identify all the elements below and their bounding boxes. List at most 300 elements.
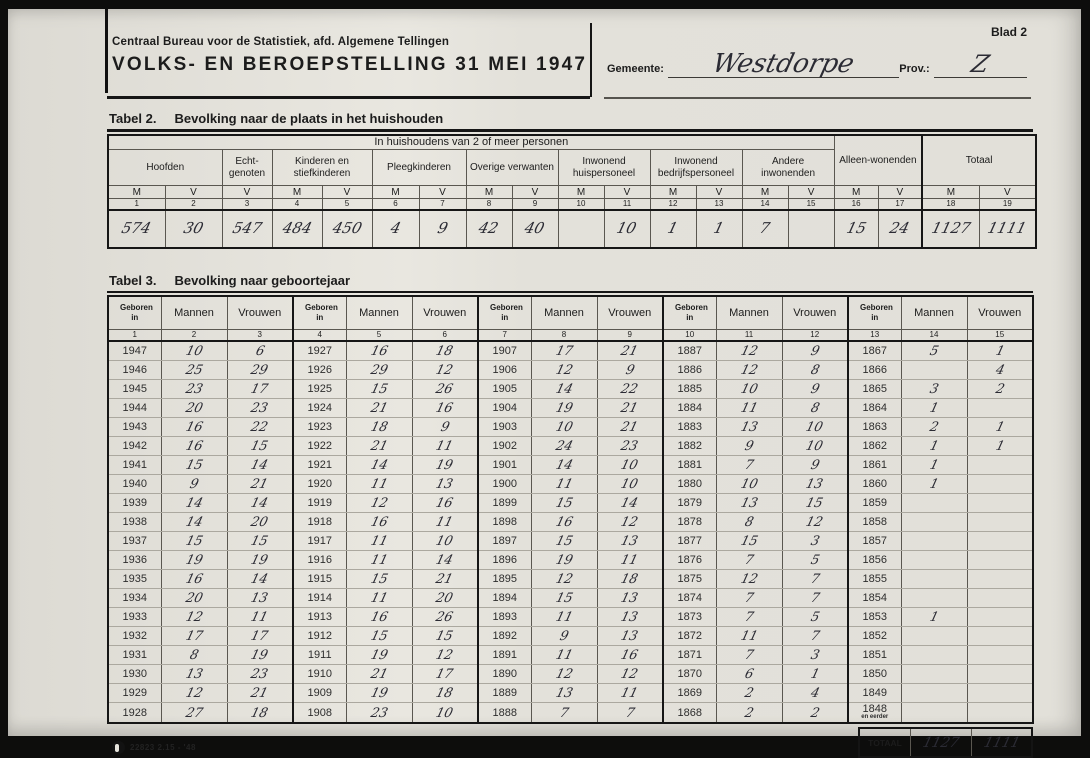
t3-women-cell: 4 — [967, 361, 1033, 380]
t3-year-cell: 1886 — [663, 361, 716, 380]
t3-men-cell: 21 — [346, 665, 412, 684]
t3-women-cell: 29 — [227, 361, 293, 380]
t3-year-cell: 1941 — [108, 456, 161, 475]
t3-women-cell: 23 — [227, 399, 293, 418]
t3-women-cell: 17 — [227, 627, 293, 646]
t3-year-cell: 1904 — [478, 399, 531, 418]
t2-sex-header: M — [558, 186, 604, 199]
t3-row — [108, 570, 1033, 589]
t3-women-cell — [967, 608, 1033, 627]
t3-women-cell: 1 — [967, 341, 1033, 361]
t3-row — [108, 627, 1033, 646]
t2-group-label: Pleegkinderen — [372, 150, 466, 186]
t3-year-cell: 1926 — [293, 361, 346, 380]
t3-women-cell — [967, 399, 1033, 418]
table3-label: Tabel 3. — [109, 272, 157, 288]
t3-men-header: Mannen — [716, 296, 782, 329]
t3-year-cell: 1913 — [293, 608, 346, 627]
t3-men-cell: 1 — [901, 456, 967, 475]
t3-women-cell: 3 — [782, 646, 848, 665]
gemeente-value: Westdorpe — [709, 49, 858, 79]
t2-group-label: Inwonend bedrijfspersoneel — [650, 150, 742, 186]
t3-men-cell — [901, 684, 967, 703]
t3-women-cell: 20 — [227, 513, 293, 532]
t3-year-cell: 1947 — [108, 341, 161, 361]
t3-women-cell: 14 — [227, 494, 293, 513]
t2-sex-header: V — [696, 186, 742, 199]
t3-women-cell: 18 — [597, 570, 663, 589]
t3-col-number: 2 — [161, 329, 227, 341]
t2-col-number: 10 — [558, 199, 604, 210]
document-page — [8, 9, 1081, 752]
t2-value-cell: 484 — [272, 210, 322, 248]
t3-year-cell: 1859 — [848, 494, 901, 513]
t3-women-cell: 10 — [597, 475, 663, 494]
t3-men-cell: 12 — [531, 361, 597, 380]
t3-year-cell: 1935 — [108, 570, 161, 589]
t2-sex-header: V — [979, 186, 1036, 199]
t3-men-cell: 19 — [531, 551, 597, 570]
t3-born-header: Geboren in — [663, 296, 716, 329]
t3-women-cell: 16 — [412, 399, 478, 418]
t3-men-cell: 25 — [161, 361, 227, 380]
t3-women-cell: 22 — [597, 380, 663, 399]
t3-men-cell: 12 — [161, 684, 227, 703]
t3-men-cell: 11 — [531, 475, 597, 494]
t2-value-cell: 15 — [834, 210, 878, 248]
t3-men-cell: 15 — [531, 494, 597, 513]
t3-men-cell: 12 — [531, 570, 597, 589]
t3-women-cell: 22 — [227, 418, 293, 437]
gemeente-field — [668, 51, 899, 78]
table3-rule — [107, 291, 1033, 294]
t2-sex-header: V — [604, 186, 650, 199]
t3-men-cell: 13 — [161, 665, 227, 684]
t3-men-cell: 11 — [346, 551, 412, 570]
t2-value-cell: 1111 — [979, 210, 1036, 248]
t2-colnum-row — [108, 199, 1036, 210]
t3-year-cell: 1920 — [293, 475, 346, 494]
t3-year-cell: 1940 — [108, 475, 161, 494]
t3-men-cell: 24 — [531, 437, 597, 456]
t3-year-cell: 1914 — [293, 589, 346, 608]
t3-year-cell: 1938 — [108, 513, 161, 532]
t3-women-cell: 23 — [597, 437, 663, 456]
t3-men-cell — [901, 551, 967, 570]
t3-year-cell: 1923 — [293, 418, 346, 437]
t3-women-cell: 9 — [782, 341, 848, 361]
t3-men-header: Mannen — [531, 296, 597, 329]
t2-group-label: Alleen-wonenden — [834, 135, 922, 186]
t2-group-label: Echt-genoten — [222, 150, 272, 186]
totaal-box — [858, 727, 1033, 758]
t3-women-cell — [967, 532, 1033, 551]
t3-men-cell: 5 — [901, 341, 967, 361]
t2-col-number: 15 — [788, 199, 834, 210]
t3-men-cell: 10 — [716, 475, 782, 494]
t3-men-cell: 18 — [346, 418, 412, 437]
t2-value-cell: 547 — [222, 210, 272, 248]
t3-men-cell — [901, 570, 967, 589]
t3-women-cell: 21 — [227, 684, 293, 703]
t3-men-cell: 17 — [161, 627, 227, 646]
t3-women-cell: 13 — [597, 608, 663, 627]
t3-year-cell: 1893 — [478, 608, 531, 627]
t3-men-cell: 16 — [161, 437, 227, 456]
t3-year-cell: 1866 — [848, 361, 901, 380]
t3-men-cell: 2 — [901, 418, 967, 437]
t3-year-cell: 1943 — [108, 418, 161, 437]
t3-men-cell — [901, 646, 967, 665]
t2-sex-header: V — [222, 186, 272, 199]
t3-year-cell: 1855 — [848, 570, 901, 589]
t3-women-cell — [967, 589, 1033, 608]
t3-year-cell: 1918 — [293, 513, 346, 532]
t3-year-cell: 1912 — [293, 627, 346, 646]
t3-women-cell: 11 — [412, 513, 478, 532]
t3-men-cell: 7 — [716, 646, 782, 665]
t3-women-cell: 7 — [782, 570, 848, 589]
t3-year-cell: 1901 — [478, 456, 531, 475]
t2-sex-header: V — [165, 186, 222, 199]
t2-group-label: Kinderen en stiefkinderen — [272, 150, 372, 186]
t3-men-cell — [901, 361, 967, 380]
t2-col-number: 13 — [696, 199, 742, 210]
t3-women-cell: 15 — [227, 437, 293, 456]
totaal-women-value: 1111 — [981, 734, 1022, 751]
t2-value-cell: 1 — [650, 210, 696, 248]
t3-year-cell: 1856 — [848, 551, 901, 570]
t3-year-cell: 1937 — [108, 532, 161, 551]
t3-women-cell: 15 — [227, 532, 293, 551]
t3-men-cell: 20 — [161, 589, 227, 608]
t3-col-number: 11 — [716, 329, 782, 341]
totaal-men-cell — [911, 729, 971, 756]
t3-row — [108, 665, 1033, 684]
t3-women-cell: 21 — [597, 418, 663, 437]
t3-year-cell: 1906 — [478, 361, 531, 380]
t3-men-cell — [901, 703, 967, 724]
t2-value-cell — [788, 210, 834, 248]
t3-men-header: Mannen — [161, 296, 227, 329]
t3-men-cell: 7 — [716, 589, 782, 608]
header-rule-right — [604, 97, 1031, 99]
t3-men-cell: 16 — [346, 341, 412, 361]
t3-women-cell: 23 — [227, 665, 293, 684]
t3-row — [108, 646, 1033, 665]
t3-men-cell: 23 — [346, 703, 412, 724]
t3-year-cell: 1887 — [663, 341, 716, 361]
t3-year-cell: 1862 — [848, 437, 901, 456]
t3-women-cell: 7 — [782, 627, 848, 646]
t3-year-cell: 1895 — [478, 570, 531, 589]
t2-col-number: 16 — [834, 199, 878, 210]
t3-year-cell: 1865 — [848, 380, 901, 399]
t3-women-cell — [967, 684, 1033, 703]
t3-men-cell: 7 — [716, 551, 782, 570]
t3-men-cell: 16 — [346, 513, 412, 532]
t3-men-cell: 8 — [161, 646, 227, 665]
t3-women-cell: 19 — [227, 646, 293, 665]
t3-year-cell: 1899 — [478, 494, 531, 513]
t3-men-cell: 3 — [901, 380, 967, 399]
t3-women-cell: 4 — [782, 684, 848, 703]
t2-group-label: Totaal — [922, 135, 1036, 186]
t2-value-cell — [558, 210, 604, 248]
t3-women-cell: 12 — [597, 665, 663, 684]
t3-men-cell — [901, 513, 967, 532]
t3-year-cell: 1936 — [108, 551, 161, 570]
t3-women-cell — [967, 494, 1033, 513]
t3-year-cell: 1857 — [848, 532, 901, 551]
t3-women-cell — [967, 627, 1033, 646]
t3-year-cell: 1871 — [663, 646, 716, 665]
t3-men-cell — [901, 627, 967, 646]
t3-women-cell: 7 — [597, 703, 663, 724]
t3-year-cell: 1896 — [478, 551, 531, 570]
t3-men-cell: 12 — [161, 608, 227, 627]
t3-men-cell: 21 — [346, 399, 412, 418]
t3-men-cell: 9 — [531, 627, 597, 646]
t3-women-cell: 10 — [597, 456, 663, 475]
t3-men-cell: 14 — [531, 456, 597, 475]
t3-women-header: Vrouwen — [967, 296, 1033, 329]
t3-men-cell: 20 — [161, 399, 227, 418]
t2-sex-header: M — [372, 186, 419, 199]
t3-men-cell: 11 — [346, 589, 412, 608]
t3-year-cell: 1876 — [663, 551, 716, 570]
bottom-row — [107, 727, 1033, 758]
t3-year-cell: 1875 — [663, 570, 716, 589]
t2-value-cell: 7 — [742, 210, 788, 248]
t3-year-cell: 1917 — [293, 532, 346, 551]
t2-sex-header: M — [272, 186, 322, 199]
t2-col-number: 4 — [272, 199, 322, 210]
t2-value-cell: 24 — [878, 210, 922, 248]
t3-year-cell: 1869 — [663, 684, 716, 703]
t3-born-header: Geboren in — [293, 296, 346, 329]
t3-women-cell: 6 — [227, 341, 293, 361]
t2-value-cell: 9 — [419, 210, 466, 248]
t2-span-row — [108, 135, 1036, 150]
t3-women-cell — [967, 570, 1033, 589]
t3-women-cell: 16 — [597, 646, 663, 665]
t3-women-cell — [967, 456, 1033, 475]
t3-men-cell: 12 — [531, 665, 597, 684]
t3-row — [108, 341, 1033, 361]
t2-sex-header: M — [742, 186, 788, 199]
t3-women-cell: 11 — [227, 608, 293, 627]
t3-women-cell: 1 — [782, 665, 848, 684]
t3-men-cell: 11 — [531, 608, 597, 627]
t3-col-number: 15 — [967, 329, 1033, 341]
t2-sex-header: M — [922, 186, 979, 199]
table2-title — [109, 111, 1033, 126]
t3-women-cell: 12 — [782, 513, 848, 532]
t2-value-cell: 40 — [512, 210, 558, 248]
t3-row — [108, 608, 1033, 627]
t3-men-cell: 2 — [716, 684, 782, 703]
t3-women-cell — [967, 551, 1033, 570]
t3-women-cell — [967, 513, 1033, 532]
t3-women-header: Vrouwen — [412, 296, 478, 329]
t3-year-cell: 1868 — [663, 703, 716, 724]
t3-women-cell: 9 — [412, 418, 478, 437]
t3-born-header: Geboren in — [478, 296, 531, 329]
t3-men-cell: 19 — [531, 399, 597, 418]
t3-row — [108, 475, 1033, 494]
t3-men-cell: 13 — [531, 684, 597, 703]
t3-year-cell: 1877 — [663, 532, 716, 551]
t3-women-cell: 12 — [412, 361, 478, 380]
t3-men-cell: 11 — [531, 646, 597, 665]
t2-col-number: 9 — [512, 199, 558, 210]
t3-men-cell: 1 — [901, 437, 967, 456]
t2-sex-header: M — [466, 186, 512, 199]
t3-women-cell: 1 — [967, 437, 1033, 456]
t3-men-cell: 15 — [716, 532, 782, 551]
gemeente-label: Gemeente: — [607, 63, 664, 75]
t3-women-cell: 19 — [412, 456, 478, 475]
t3-women-cell: 13 — [597, 532, 663, 551]
t3-women-cell: 17 — [227, 380, 293, 399]
t3-year-cell: 1870 — [663, 665, 716, 684]
t3-year-cell: 1929 — [108, 684, 161, 703]
t3-row — [108, 437, 1033, 456]
t3-year-cell: 1879 — [663, 494, 716, 513]
t3-year-cell: 1888 — [478, 703, 531, 724]
t3-men-cell: 1 — [901, 608, 967, 627]
t3-year-cell: 1946 — [108, 361, 161, 380]
t2-group-label: Inwonend huispersoneel — [558, 150, 650, 186]
t3-year-cell: 1861 — [848, 456, 901, 475]
t3-men-cell: 13 — [716, 494, 782, 513]
t3-women-cell: 10 — [412, 703, 478, 724]
t3-women-cell: 18 — [412, 684, 478, 703]
t2-group-label: Hoofden — [108, 150, 222, 186]
t3-women-cell: 14 — [227, 570, 293, 589]
t3-men-cell: 10 — [531, 418, 597, 437]
t3-men-cell: 7 — [531, 703, 597, 724]
t3-year-cell: 1909 — [293, 684, 346, 703]
t2-value-cell: 1127 — [922, 210, 979, 248]
t3-women-cell: 21 — [412, 570, 478, 589]
t3-men-header: Mannen — [346, 296, 412, 329]
t3-men-cell: 7 — [716, 456, 782, 475]
t3-men-cell: 15 — [346, 627, 412, 646]
t3-col-number: 4 — [293, 329, 346, 341]
t3-men-cell: 11 — [346, 475, 412, 494]
t3-women-cell: 2 — [967, 380, 1033, 399]
t3-men-cell — [901, 589, 967, 608]
t3-women-cell: 14 — [227, 456, 293, 475]
t3-women-cell: 13 — [782, 475, 848, 494]
t2-sex-header: V — [322, 186, 372, 199]
t3-year-cell: 1927 — [293, 341, 346, 361]
t3-women-cell: 26 — [412, 380, 478, 399]
t3-women-cell: 21 — [227, 475, 293, 494]
t3-women-cell: 9 — [782, 380, 848, 399]
t2-value-cell: 10 — [604, 210, 650, 248]
t3-women-cell: 26 — [412, 608, 478, 627]
t2-sex-header: M — [834, 186, 878, 199]
t2-values-row — [108, 210, 1036, 248]
t3-men-cell: 2 — [716, 703, 782, 724]
t3-year-cell: 1933 — [108, 608, 161, 627]
t3-women-cell: 21 — [597, 399, 663, 418]
t3-year-cell: 1883 — [663, 418, 716, 437]
t2-col-number: 2 — [165, 199, 222, 210]
t3-men-cell: 16 — [161, 570, 227, 589]
t3-year-cell: 1919 — [293, 494, 346, 513]
t2-value-cell: 1 — [696, 210, 742, 248]
t3-men-cell: 15 — [531, 532, 597, 551]
t3-row — [108, 418, 1033, 437]
t3-men-cell: 29 — [346, 361, 412, 380]
t3-women-cell — [967, 475, 1033, 494]
t2-col-number: 18 — [922, 199, 979, 210]
t3-men-cell — [901, 665, 967, 684]
header-divider — [590, 23, 592, 97]
t3-born-header: Geboren in — [848, 296, 901, 329]
t3-year-cell: 1849 — [848, 684, 901, 703]
t3-col-number: 8 — [531, 329, 597, 341]
t3-women-cell: 10 — [782, 418, 848, 437]
t3-women-cell: 7 — [782, 589, 848, 608]
prov-label: Prov.: — [899, 63, 930, 75]
t2-sex-header: M — [650, 186, 696, 199]
t3-year-cell: 1881 — [663, 456, 716, 475]
table2-label: Tabel 2. — [109, 111, 157, 126]
t3-col-number: 3 — [227, 329, 293, 341]
t3-row — [108, 551, 1033, 570]
t3-men-cell: 12 — [716, 361, 782, 380]
t2-col-number: 6 — [372, 199, 419, 210]
t3-women-cell: 1 — [967, 418, 1033, 437]
t3-row — [108, 361, 1033, 380]
table3-heading: Bevolking naar geboortejaar — [174, 272, 351, 288]
t3-row — [108, 703, 1033, 724]
header-rule-left — [107, 96, 590, 99]
t3-year-cell: 1930 — [108, 665, 161, 684]
t3-row — [108, 399, 1033, 418]
t3-year-cell: 1924 — [293, 399, 346, 418]
t3-year-cell: 1903 — [478, 418, 531, 437]
t3-women-cell: 10 — [782, 437, 848, 456]
t3-men-cell: 15 — [531, 589, 597, 608]
t3-row — [108, 684, 1033, 703]
t3-year-cell: 1864 — [848, 399, 901, 418]
t3-women-cell: 15 — [782, 494, 848, 513]
t3-women-cell: 8 — [782, 399, 848, 418]
t3-col-number: 13 — [848, 329, 901, 341]
t3-year-cell: 1902 — [478, 437, 531, 456]
t3-year-cell: 1891 — [478, 646, 531, 665]
t3-men-cell — [901, 494, 967, 513]
t3-women-cell: 13 — [597, 589, 663, 608]
t3-year-cell: 1880 — [663, 475, 716, 494]
t3-women-cell: 9 — [782, 456, 848, 475]
t3-year-cell: 1872 — [663, 627, 716, 646]
t2-col-number: 11 — [604, 199, 650, 210]
t3-year-cell: 1907 — [478, 341, 531, 361]
print-code: 22823 2.15 - '48 — [130, 743, 196, 752]
t3-men-cell: 21 — [346, 437, 412, 456]
t3-women-cell: 3 — [782, 532, 848, 551]
t2-col-number: 1 — [108, 199, 165, 210]
t3-men-cell: 14 — [161, 513, 227, 532]
t3-year-cell: 1878 — [663, 513, 716, 532]
